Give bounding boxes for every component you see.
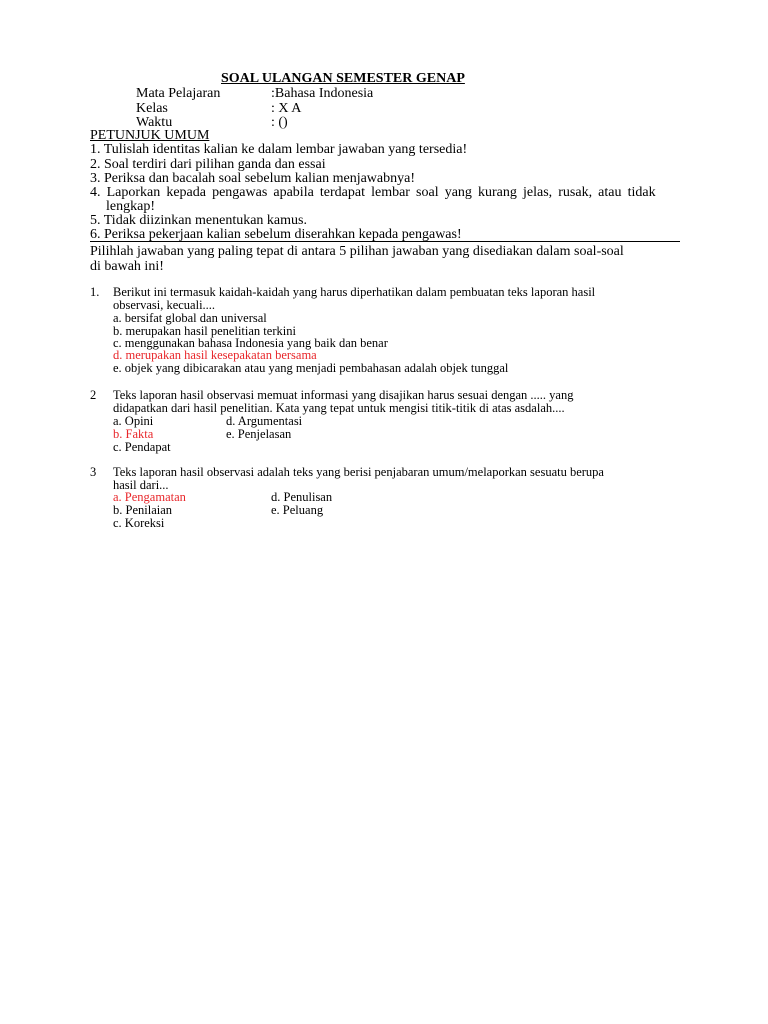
answer-option: b. Penilaian [113, 503, 173, 517]
question-text: Berikut ini termasuk kaidah-kaidah yang harus diperhatikan dalam pembuatan teks laporan hasil [113, 285, 596, 299]
answer-option: a. bersifat global dan universal [113, 311, 267, 325]
subject-value: :Bahasa Indonesia [271, 86, 374, 101]
question-text: didapatkan dari hasil penelitian. Kata yang tepat untuk mengisi titik-titik di atas asdalah.... [113, 401, 565, 415]
correct-answer-option: a. Pengamatan [113, 490, 186, 504]
question-text: observasi, kecuali.... [113, 298, 216, 312]
instruction-item: 4. Laporkan kepada pengawas apabila terdapat lembar soal yang kurang jelas, rusak, atau tidak [90, 185, 656, 200]
correct-answer-option: b. Fakta [113, 427, 154, 441]
instruction-item: 6. Periksa pekerjaan kalian sebelum diserahkan kepada pengawas! [90, 227, 462, 242]
instructions-heading: PETUNJUK UMUM [90, 128, 210, 143]
answer-option: a. Opini [113, 414, 154, 428]
answer-option: c. Pendapat [113, 440, 171, 454]
answer-option: e. Peluang [271, 503, 324, 517]
question-number: 1. [90, 285, 100, 299]
answer-option: d. Penulisan [271, 490, 333, 504]
question-text: hasil dari... [113, 478, 169, 492]
correct-answer-option: d. merupakan hasil kesepakatan bersama [113, 348, 317, 362]
instruction-item: 5. Tidak diizinkan menentukan kamus. [90, 213, 307, 228]
directive-text: Pilihlah jawaban yang paling tepat di antara 5 pilihan jawaban yang disediakan dalam soal-soal [90, 244, 624, 259]
answer-option: b. merupakan hasil penelitian terkini [113, 324, 296, 338]
directive-text: di bawah ini! [90, 259, 164, 274]
subject-label: Mata Pelajaran [136, 86, 221, 101]
question-text: Teks laporan hasil observasi memuat informasi yang disajikan harus sesuai dengan ..... yang [113, 388, 574, 402]
answer-option: c. menggunakan bahasa Indonesia yang baik dan benar [113, 336, 388, 350]
answer-option: e. objek yang dibicarakan atau yang menjadi pembahasan adalah objek tunggal [113, 361, 509, 375]
class-label: Kelas [136, 101, 168, 116]
question-number: 2 [90, 388, 97, 402]
answer-option: c. Koreksi [113, 516, 165, 530]
question-text: Teks laporan hasil observasi adalah teks yang berisi penjabaran umum/melaporkan sesuatu berupa [113, 465, 604, 479]
time-value: : () [271, 115, 288, 130]
instruction-item: 3. Periksa dan bacalah soal sebelum kalian menjawabnya! [90, 171, 415, 186]
divider-line [90, 241, 680, 242]
instruction-item: 2. Soal terdiri dari pilihan ganda dan essai [90, 157, 326, 172]
instruction-item-continuation: lengkap! [106, 199, 155, 214]
time-label: Waktu [136, 115, 173, 130]
answer-option: e. Penjelasan [226, 427, 292, 441]
answer-option: d. Argumentasi [226, 414, 303, 428]
class-value: : X A [271, 101, 302, 116]
instruction-item: 1. Tulislah identitas kalian ke dalam lembar jawaban yang tersedia! [90, 142, 468, 157]
question-number: 3 [90, 465, 97, 479]
exam-title: SOAL ULANGAN SEMESTER GENAP [221, 71, 465, 86]
